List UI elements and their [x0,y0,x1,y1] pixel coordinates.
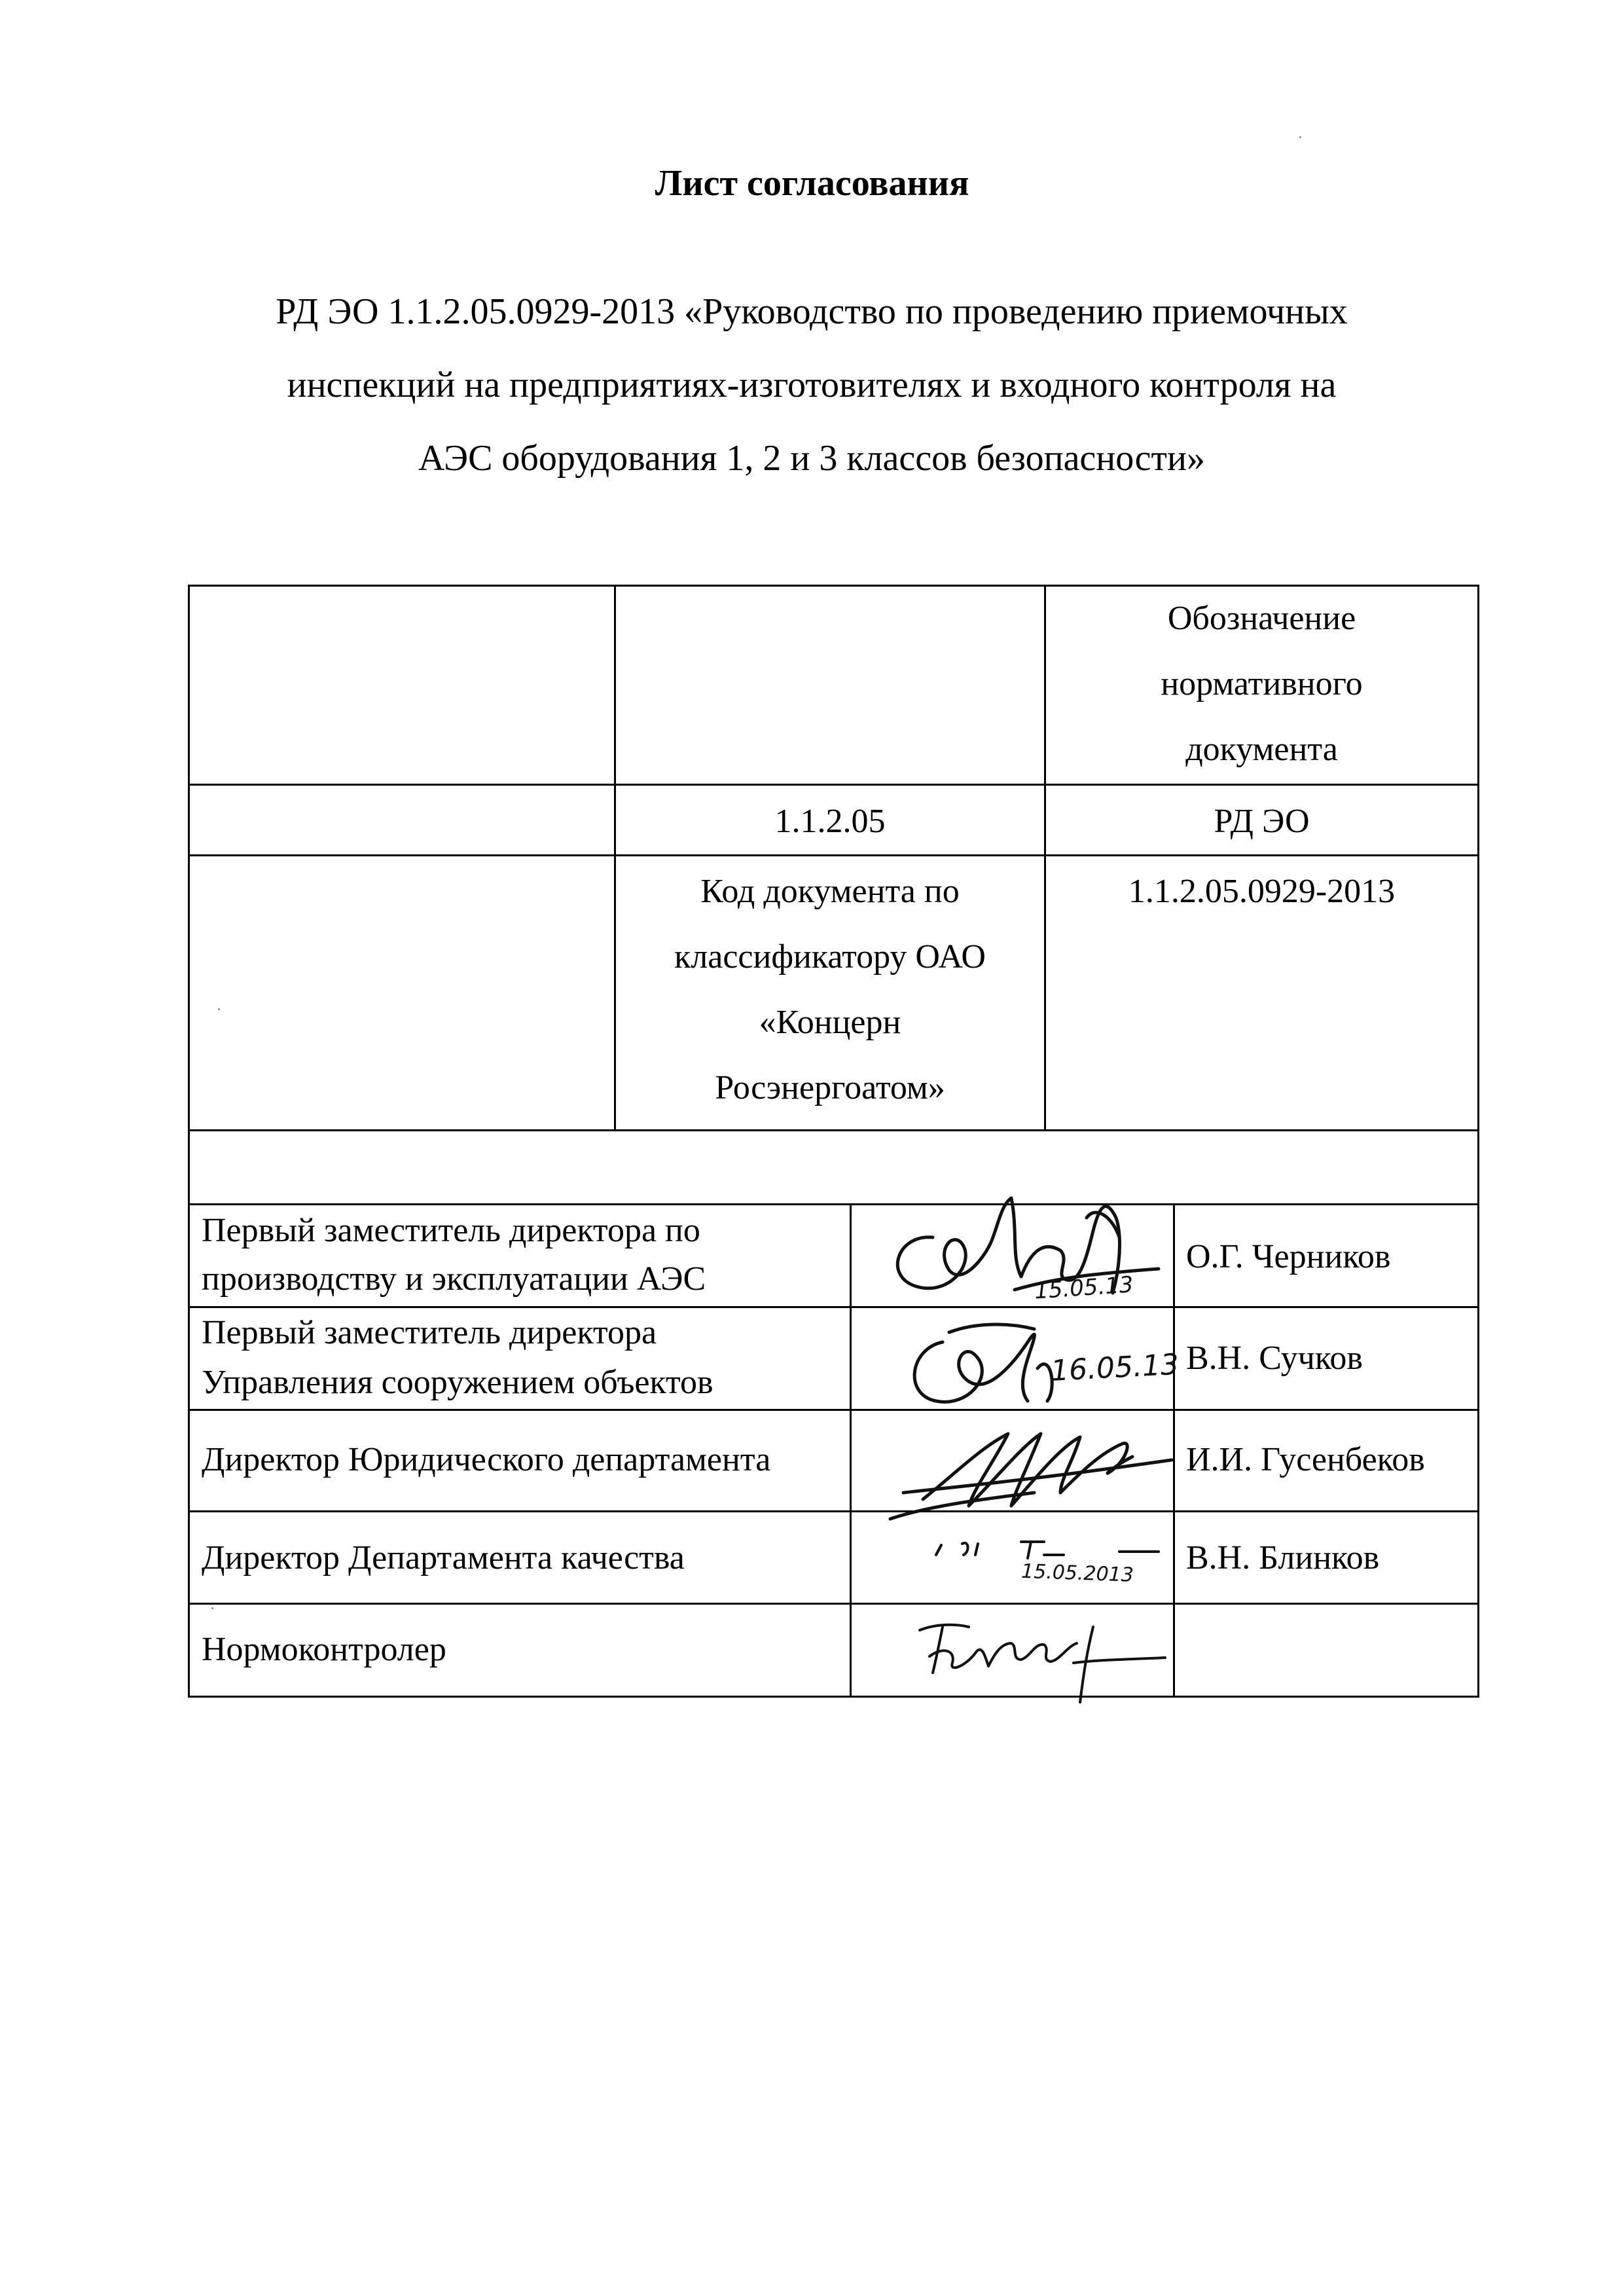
position-line: Директор Юридического департамента [202,1441,771,1478]
signature-date: 15.05.13 [1033,1271,1134,1305]
classifier-line: «Концерн [759,1004,901,1041]
classifier-line: классификатору ОАО [674,938,986,975]
scan-artifact [211,1607,213,1609]
signature-date: 16.05.13 [1049,1347,1180,1388]
document-number: 1.1.2.05.0929-2013 [1128,873,1396,910]
table-rule [188,1203,1479,1205]
subtitle-line: АЭС оборудования 1, 2 и 3 классов безопасности» [418,438,1205,479]
position-quality-director [202,1525,850,1591]
table-border-right [1477,585,1479,1698]
signature-norm-controller [903,1604,1178,1715]
classifier-line: Код документа по [700,873,960,910]
document-subtitle [157,275,1466,495]
table-rule [850,1203,852,1698]
table-rule [188,1129,1479,1131]
designation-header-line: нормативного [1161,665,1363,702]
position-line: Первый заместитель директора [202,1314,657,1351]
page-title: Лист согласования [655,163,969,204]
table-rule [188,854,1479,856]
signature-gusenbekov [864,1408,1178,1525]
designation-header [1046,586,1477,782]
scan-artifact [218,1008,220,1010]
table-rule [188,784,1479,786]
table-rule [188,1510,1479,1512]
subtitle-line: инспекций на предприятиях-изготовителях и входного контроля на [287,365,1337,405]
position-line: Первый заместитель директора по [202,1212,700,1249]
document-type: РД ЭО [1214,803,1310,840]
classifier-line: Росэнергоатом» [715,1069,945,1106]
position-legal-director [202,1427,850,1493]
scan-artifact [1299,136,1301,138]
position-line: Директор Департамента качества [202,1539,685,1576]
position-line: Нормоконтролер [202,1631,446,1668]
table-border-bottom [188,1696,1479,1698]
position-norm-controller [202,1617,850,1683]
classification-code: 1.1.2.05 [774,803,886,840]
table-border-left [188,585,190,1698]
designation-header-line: Обозначение [1167,600,1356,637]
signature-date: 15.05.2013 [1020,1559,1134,1587]
approver-name: В.Н. Сучков [1186,1339,1363,1377]
approver-name: В.Н. Блинков [1186,1539,1380,1576]
designation-header-line: документа [1185,731,1338,768]
subtitle-line: РД ЭО 1.1.2.05.0929-2013 «Руководство по проведению приемочных [276,291,1348,332]
position-first-deputy-operations [202,1207,850,1303]
position-line: Управления сооружением объектов [202,1364,713,1401]
approver-name: О.Г. Черников [1186,1238,1391,1275]
classifier-label [616,859,1044,1121]
table-rule [188,1603,1479,1605]
approver-name: И.И. Гусенбеков [1186,1441,1425,1478]
position-first-deputy-construction [202,1308,850,1408]
table-rule [188,1409,1479,1411]
position-line: производству и эксплуатации АЭС [202,1260,706,1298]
